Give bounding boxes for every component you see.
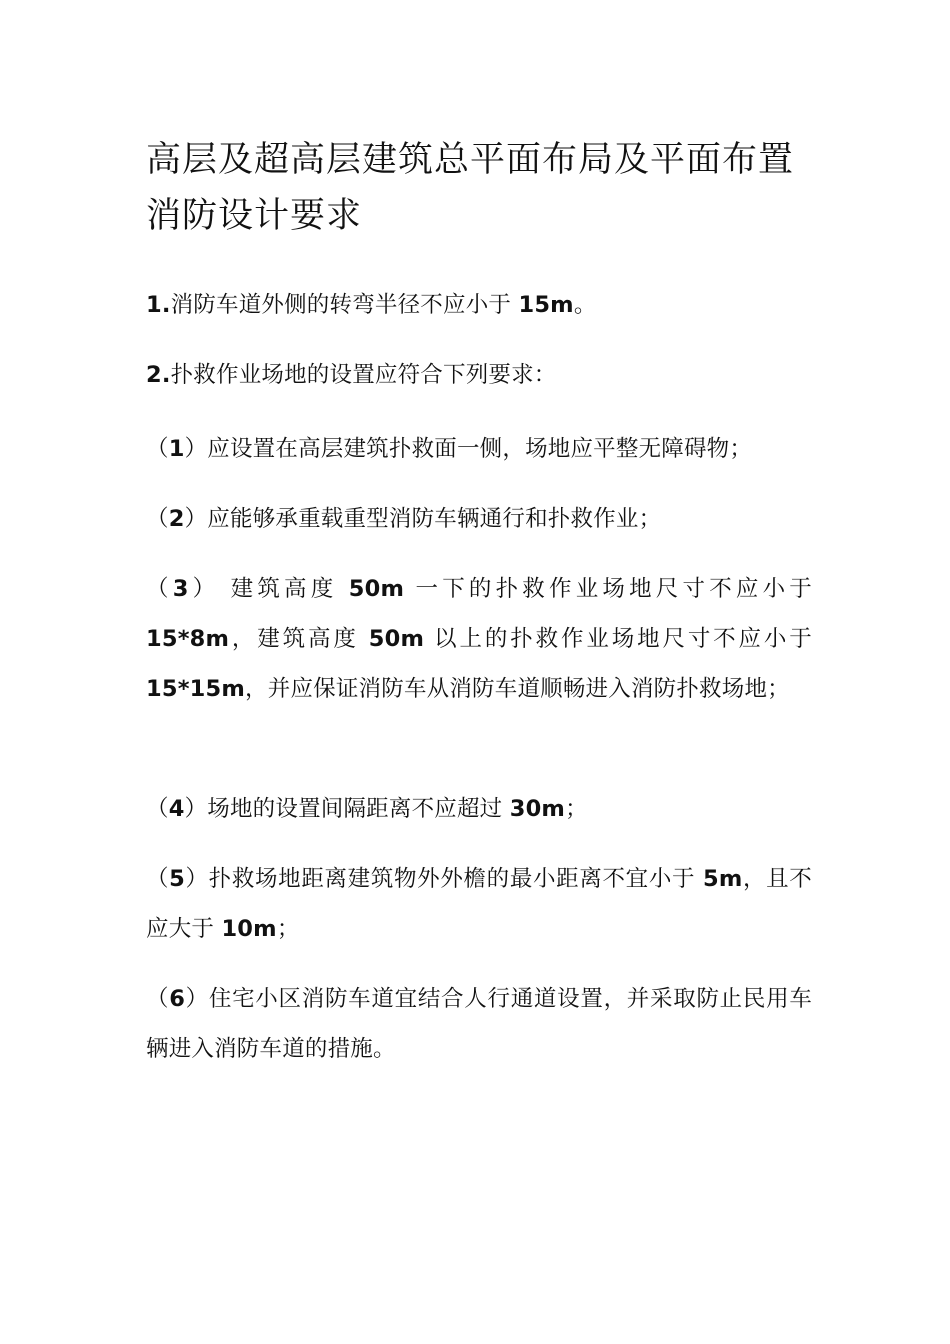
sub-item-5-close: ）: [185, 866, 209, 892]
sub-item-1-open: （: [146, 436, 169, 462]
sub-item-3-text-3: ，建筑高度: [229, 626, 369, 652]
sub-item-3-value-3: 50m: [368, 626, 425, 652]
sub-item-3-open: （: [146, 576, 173, 602]
sub-item-5-value-2: 10m: [221, 916, 277, 942]
sub-item-4: [146, 784, 812, 834]
sub-item-5-value-1: 5m: [702, 866, 743, 892]
sub-item-2-text: 应能够承重载重型消防车辆通行和扑救作业；: [207, 506, 662, 532]
sub-item-5: [146, 854, 812, 954]
sub-item-5-number: 5: [169, 866, 186, 892]
item-2-text: 扑救作业场地的设置应符合下列要求：: [170, 362, 557, 388]
sub-item-6-open: （: [146, 986, 170, 1012]
sub-item-4-open: （: [146, 796, 169, 822]
sub-item-5-text-2: ，且不应大于: [146, 866, 812, 942]
sub-item-3-value-4: 15*15m: [146, 676, 246, 702]
sub-item-6: [146, 974, 812, 1074]
title-line-2: 消防设计要求: [146, 196, 363, 236]
sub-item-6-number: 6: [169, 986, 186, 1012]
item-2: [146, 350, 812, 400]
sub-item-2-close: ）: [184, 506, 208, 532]
sub-item-4-text: 场地的设置间隔距离不应超过: [207, 796, 510, 822]
item-1-value: 15m: [518, 292, 574, 318]
item-1-number: 1.: [146, 292, 171, 318]
sub-item-3-text-5: ，并应保证消防车从消防车道顺畅进入消防扑救场地；: [245, 676, 790, 702]
item-1-text: 消防车道外侧的转弯半径不应小于: [170, 292, 519, 318]
item-2-number: 2.: [146, 362, 171, 388]
sub-item-1-number: 1: [168, 436, 185, 462]
sub-item-3-text-1: 建筑高度: [219, 576, 349, 602]
item-1: [146, 280, 812, 330]
sub-item-3-close: ）: [188, 576, 220, 602]
sub-item-5-text-1: 扑救场地距离建筑物外外檐的最小距离不宜小于: [208, 866, 703, 892]
sub-item-2-number: 2: [168, 506, 185, 532]
sub-item-4-number: 4: [168, 796, 185, 822]
sub-item-1: [146, 424, 812, 474]
sub-item-2-open: （: [146, 506, 169, 532]
sub-item-3: [146, 564, 812, 714]
sub-item-5-open: （: [146, 866, 170, 892]
sub-item-3-number: 3: [172, 576, 189, 602]
sub-item-3-text-4: 以上的扑救作业场地尺寸不应小于: [424, 626, 812, 652]
sub-item-2: [146, 494, 812, 544]
title-line-1: 高层及超高层建筑总平面布局及平面布置: [146, 140, 795, 180]
sub-item-3-value-1: 50m: [348, 576, 405, 602]
sub-item-3-text-2: 一下的扑救作业场地尺寸不应小于: [404, 576, 812, 602]
sub-item-1-text: 应设置在高层建筑扑救面一侧，场地应平整无障碍物；: [207, 436, 753, 462]
sub-item-6-close: ）: [185, 986, 209, 1012]
sub-item-6-text: 住宅小区消防车道宜结合人行通道设置，并采取防止民用车辆进入消防车道的措施。: [146, 986, 813, 1062]
sub-item-1-close: ）: [184, 436, 208, 462]
sub-item-4-close: ）: [184, 796, 208, 822]
sub-item-3-value-2: 15*8m: [146, 626, 230, 652]
sub-item-5-text-3: ；: [276, 916, 300, 942]
page-title: [146, 132, 812, 244]
sub-item-4-value: 30m: [509, 796, 566, 822]
sub-item-4-end: ；: [565, 796, 588, 822]
item-1-end: 。: [573, 292, 597, 318]
